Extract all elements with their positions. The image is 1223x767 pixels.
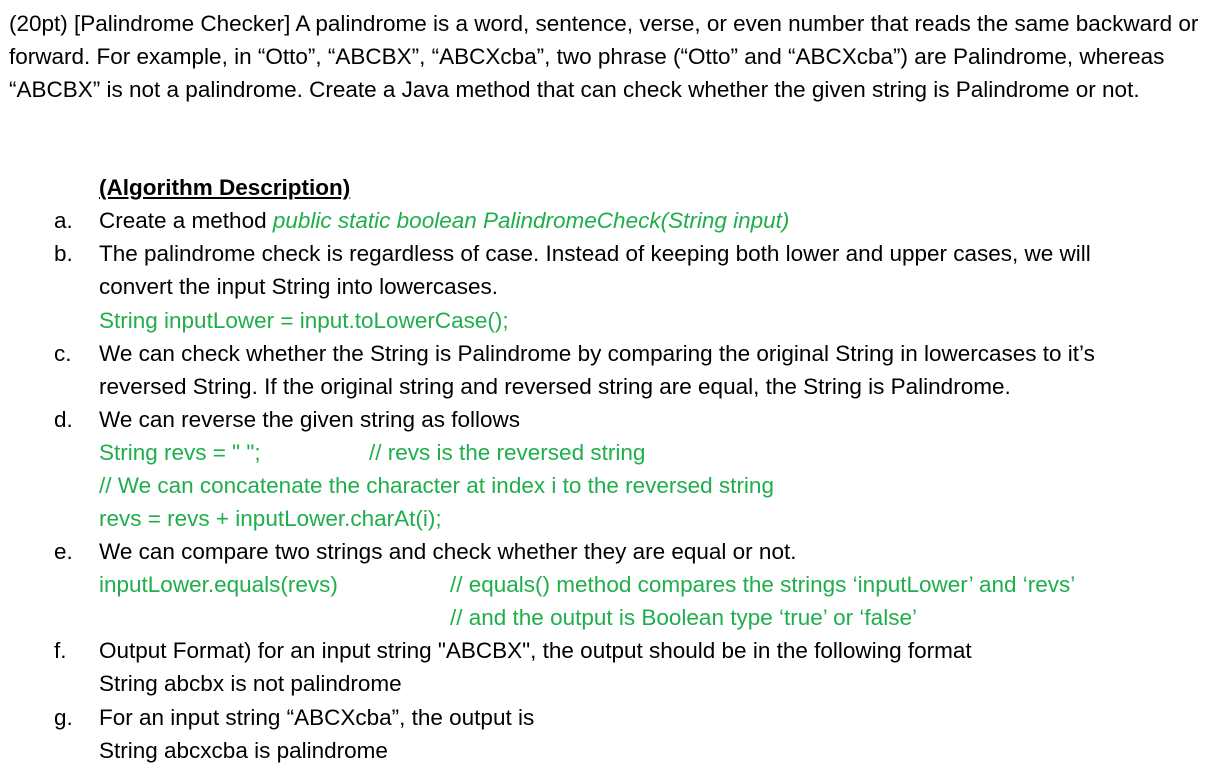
item-a-text: Create a method: [99, 208, 273, 233]
item-b-line2: convert the input String into lowercases.: [99, 274, 498, 299]
item-d-line1: We can reverse the given string as follows: [99, 407, 521, 432]
item-d-comment1: // revs is the reversed string: [369, 440, 646, 465]
item-f-line2: String abcbx is not palindrome: [99, 671, 402, 696]
item-c-marker: c.: [54, 341, 72, 366]
item-d-code1: String revs = " ";: [99, 440, 261, 465]
item-d-comment2: // We can concatenate the character at index i to the reversed string: [99, 473, 774, 498]
item-a: [99, 204, 789, 237]
item-a-marker: a.: [54, 208, 73, 233]
item-g-line2: String abcxcba is palindrome: [99, 738, 388, 763]
question-intro: (20pt) [Palindrome Checker] A palindrome is a word, sentence, verse, or even number that reads the same backward or forward. For example, in “Otto”, “ABCBX”, “ABCXcba”, two phrase (“Otto” and “ABCXcba”) are Palindrome, whereas “ABCBX” is not a palindrome. Create a Java method that can check whether the given string is Palindrome or not.: [9, 11, 1199, 102]
item-f-line1: Output Format) for an input string "ABCBX", the output should be in the following format: [99, 638, 972, 663]
item-d-code2: revs = revs + inputLower.charAt(i);: [99, 506, 442, 531]
item-g-line1: For an input string “ABCXcba”, the output is: [99, 705, 535, 730]
item-e-marker: e.: [54, 539, 73, 564]
item-e-comment1: // equals() method compares the strings ‘inputLower’ and ‘revs’: [450, 572, 1076, 597]
item-e-comment2: // and the output is Boolean type ‘true’ or ‘false’: [450, 605, 917, 630]
item-e-code: inputLower.equals(revs): [99, 572, 338, 597]
item-g-marker: g.: [54, 705, 73, 730]
item-b-code: String inputLower = input.toLowerCase();: [99, 308, 509, 333]
item-a-code: public static boolean PalindromeCheck(String input): [272, 208, 790, 233]
algorithm-heading: (Algorithm Description): [99, 175, 351, 200]
item-b-marker: b.: [54, 241, 73, 266]
item-b-line1: The palindrome check is regardless of case. Instead of keeping both lower and upper cases, we will: [99, 241, 1091, 266]
item-e-line1: We can compare two strings and check whether they are equal or not.: [99, 539, 797, 564]
item-c-line2: reversed String. If the original string and reversed string are equal, the String is Palindrome.: [99, 374, 1011, 399]
item-c-line1: We can check whether the String is Palindrome by comparing the original String in lowercases to it’s: [99, 341, 1095, 366]
item-d-marker: d.: [54, 407, 73, 432]
item-f-marker: f.: [54, 638, 67, 663]
